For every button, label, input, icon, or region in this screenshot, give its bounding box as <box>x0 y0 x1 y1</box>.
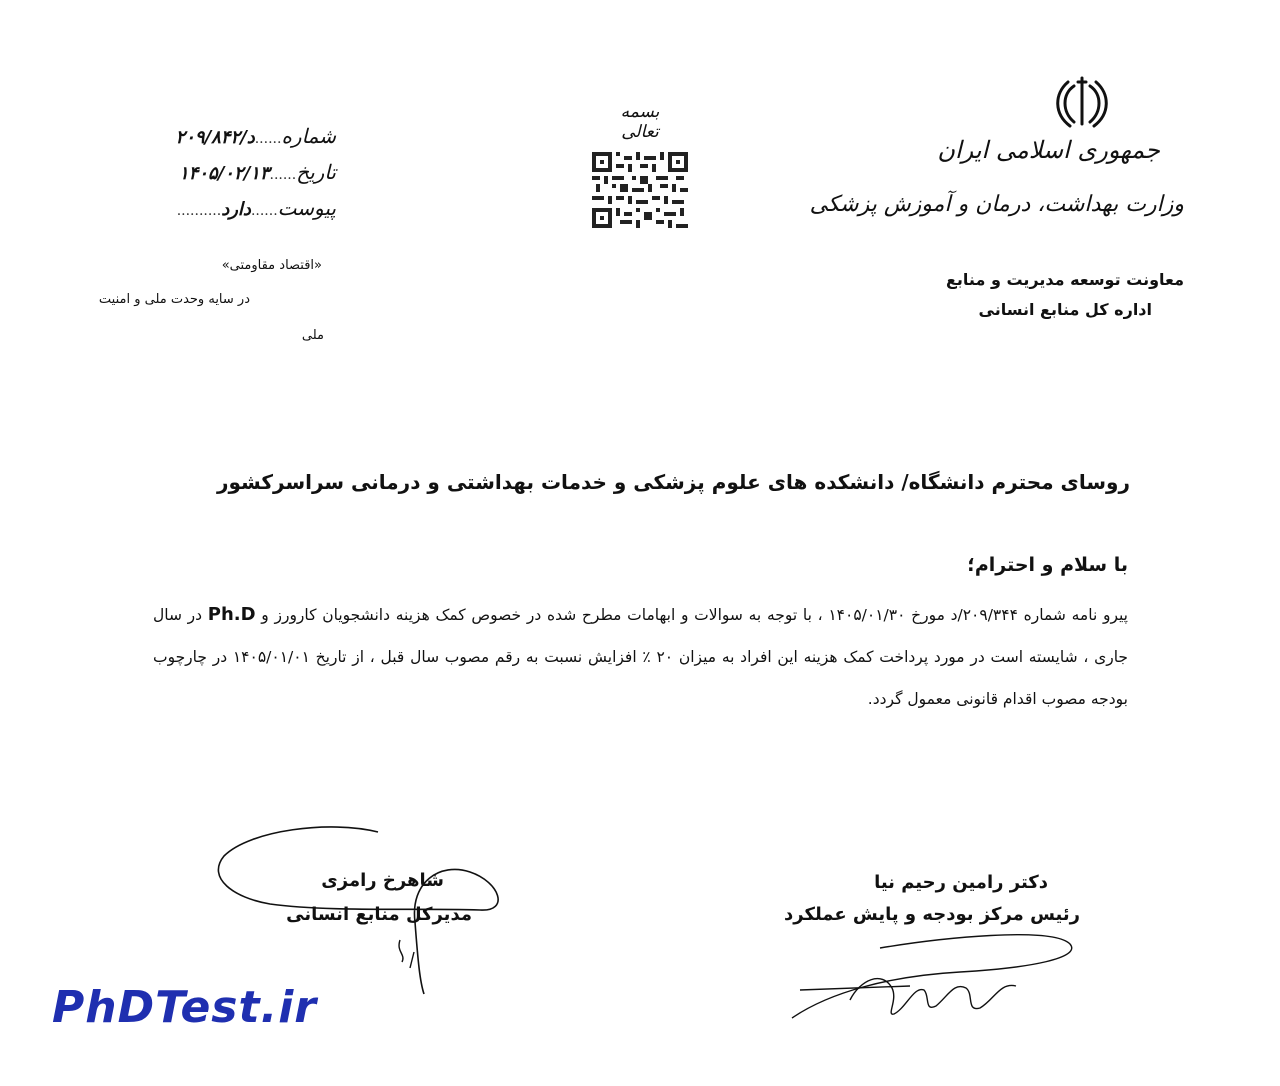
republic-title: جمهوری اسلامی ایران <box>937 136 1160 164</box>
attachment-label: پیوست <box>277 196 336 220</box>
letter-number-row <box>176 124 336 148</box>
attachment-dots-after: .......... <box>176 203 222 219</box>
letter-date-row <box>179 160 336 184</box>
left-signatory-name: شاهرخ رامزی <box>321 870 444 891</box>
letter-body <box>153 594 1128 720</box>
body-part-1: پیرو نامه شماره ۲۰۹/۳۴۴/د مورخ ۱۴۰۵/۰۱/۳۰ ، با توجه به سوالات و ابهامات مطرح شده در خصوص کمک هزینه دانشجویان کارورز و <box>255 606 1128 624</box>
attachment-dots: ...... <box>250 203 278 219</box>
ministry-title: وزارت بهداشت، درمان و آموزش پزشکی <box>809 192 1184 217</box>
right-signature-stroke <box>790 930 1090 1030</box>
slogan-line-1: «اقتصاد مقاومتی» <box>221 258 322 273</box>
left-signatory-title: مدیرکل منابع انسانی <box>286 904 472 925</box>
recipient-line: روسای محترم دانشگاه/ دانشکده های علوم پزشکی و خدمات بهداشتی و درمانی سراسرکشور <box>216 470 1130 494</box>
slogan-line-3: ملی <box>301 328 324 343</box>
greeting: با سلام و احترام؛ <box>967 554 1128 576</box>
letter-number: د/۲۰۹/۸۴۲ <box>175 127 255 148</box>
deputy-title: معاونت توسعه مدیریت و منابع <box>945 270 1184 289</box>
department-title: اداره کل منابع انسانی <box>978 300 1152 319</box>
letter-attachment-row <box>177 196 336 220</box>
body-phd-term: Ph.D <box>207 604 256 625</box>
watermark-logo: PhDTest.ir <box>52 982 317 1033</box>
iran-emblem-icon <box>1052 72 1112 132</box>
qr-code-icon <box>592 152 688 228</box>
date-dots: ...... <box>269 167 297 183</box>
right-signatory-title: رئیس مرکز بودجه و پایش عملکرد <box>784 904 1080 925</box>
bismillah-heading: بسمه تعالی <box>620 102 660 142</box>
attachment-value: دارد <box>221 199 251 220</box>
date-label: تاریخ <box>296 160 336 184</box>
right-signatory-name: دکتر رامین رحیم نیا <box>874 872 1048 893</box>
number-label: شماره <box>281 124 336 148</box>
slogan-line-2: در سایه وحدت ملی و امنیت <box>98 292 250 307</box>
number-dots: ...... <box>254 131 282 147</box>
body-part-2: در سال جاری ، شایسته است در مورد پرداخت کمک هزینه این افراد به میزان ۲۰ ٪ افزایش نسبت به رقم مصوب سال قبل ، از تاریخ ۱۴۰۵/۰۱/۰۱ در چارچوب بودجه مصوب اقدام قانونی معمول گردد. <box>153 606 1128 708</box>
letter-date: ۱۴۰۵/۰۲/۱۳ <box>179 163 270 184</box>
